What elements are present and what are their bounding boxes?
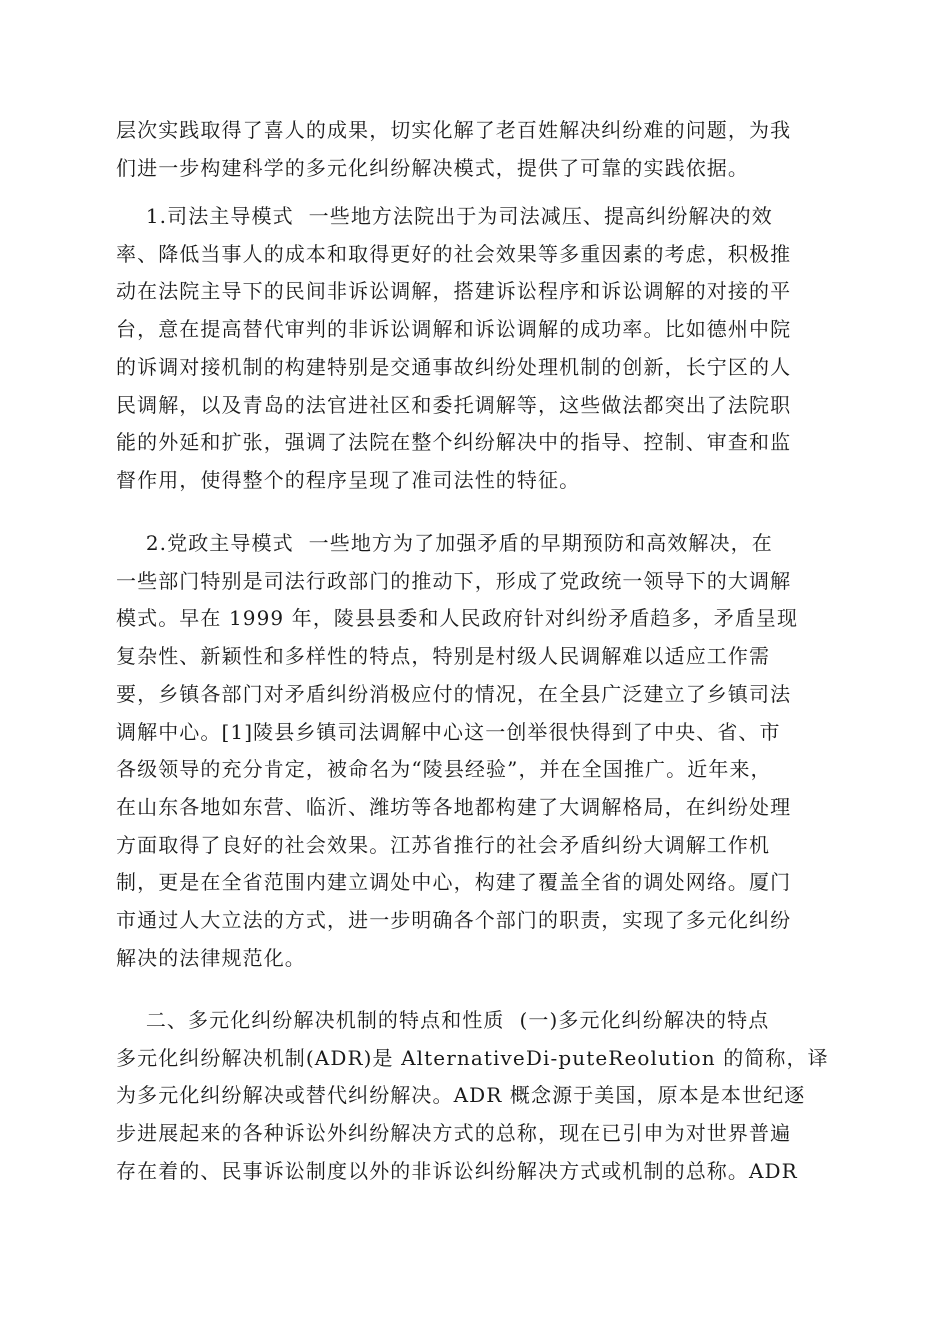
text-line: 复杂性、新颖性和多样性的特点，特别是村级人民调解难以适应工作需 [116, 644, 771, 669]
text-line: 模式。早在 1999 年，陵县县委和人民政府针对纠纷矛盾趋多，矛盾呈现 [116, 606, 799, 631]
text-line: 调解中心。[1]陵县乡镇司法调解中心这一创举很快得到了中央、省、市 [116, 719, 781, 744]
text-line: 们进一步构建科学的多元化纠纷解决模式，提供了可靠的实践依据。 [116, 155, 749, 180]
paragraph-party-government-led-model [116, 525, 841, 977]
paragraph-1 [116, 112, 841, 187]
text-line: 步进展起来的各种诉讼外纠纷解决方式的总称，现在已引申为对世界普遍 [116, 1121, 792, 1146]
text-line: 二、多元化纠纷解决机制的特点和性质 (一)多元化纠纷解决的特点 [116, 1008, 770, 1032]
text-line: 台，意在提高替代审判的非诉讼调解和诉讼调解的成功率。比如德州中院 [116, 317, 792, 342]
text-line: 督作用，使得整个的程序呈现了准司法性的特征。 [116, 467, 581, 492]
text-line: 各级领导的充分肯定，被命名为“陵县经验”，并在全国推广。近年来， [116, 757, 772, 782]
text-line: 民调解，以及青岛的法官进社区和委托调解等，这些做法都突出了法院职 [116, 392, 792, 417]
text-line: 方面取得了良好的社会效果。江苏省推行的社会矛盾纠纷大调解工作机 [116, 832, 771, 857]
text-line: 的诉调对接机制的构建特别是交通事故纠纷处理机制的创新，长宁区的人 [116, 354, 792, 379]
text-line: 1.司法主导模式 一些地方法院出于为司法减压、提高纠纷解决的效 [116, 204, 773, 228]
text-line: 多元化纠纷解决机制(ADR)是 AlternativeDi-puteReolution 的简称，译 [116, 1045, 829, 1070]
text-line: 动在法院主导下的民间非诉讼调解，搭建诉讼程序和诉讼调解的对接的平 [116, 279, 792, 304]
text-line: 层次实践取得了喜人的成果，切实化解了老百姓解决纠纷难的问题，为我 [116, 118, 792, 142]
text-line: 能的外延和扩张，强调了法院在整个纠纷解决中的指导、控制、审查和监 [116, 430, 792, 455]
text-line: 制，更是在全省范围内建立调处中心，构建了覆盖全省的调处网络。厦门 [116, 870, 792, 895]
text-line: 为多元化纠纷解决或替代纠纷解决。ADR 概念源于美国，原本是本世纪逐 [116, 1083, 806, 1108]
text-line: 市通过人大立法的方式，进一步明确各个部门的职责，实现了多元化纠纷 [116, 908, 792, 933]
text-line: 在山东各地如东营、临沂、潍坊等各地都构建了大调解格局，在纠纷处理 [116, 794, 792, 819]
text-line: 一些部门特别是司法行政部门的推动下，形成了党政统一领导下的大调解 [116, 568, 792, 593]
text-line: 解决的法律规范化。 [116, 945, 306, 970]
text-line: 要，乡镇各部门对矛盾纠纷消极应付的情况，在全县广泛建立了乡镇司法 [116, 681, 792, 706]
paragraph-section-two [116, 1002, 841, 1191]
text-line: 存在着的、民事诉讼制度以外的非诉讼纠纷解决方式或机制的总称。ADR [116, 1158, 798, 1183]
text-line: 率、降低当事人的成本和取得更好的社会效果等多重因素的考虑，积极推 [116, 241, 792, 266]
text-line: 2.党政主导模式 一些地方为了加强矛盾的早期预防和高效解决，在 [116, 531, 773, 555]
paragraph-judicial-led-model [116, 198, 841, 500]
